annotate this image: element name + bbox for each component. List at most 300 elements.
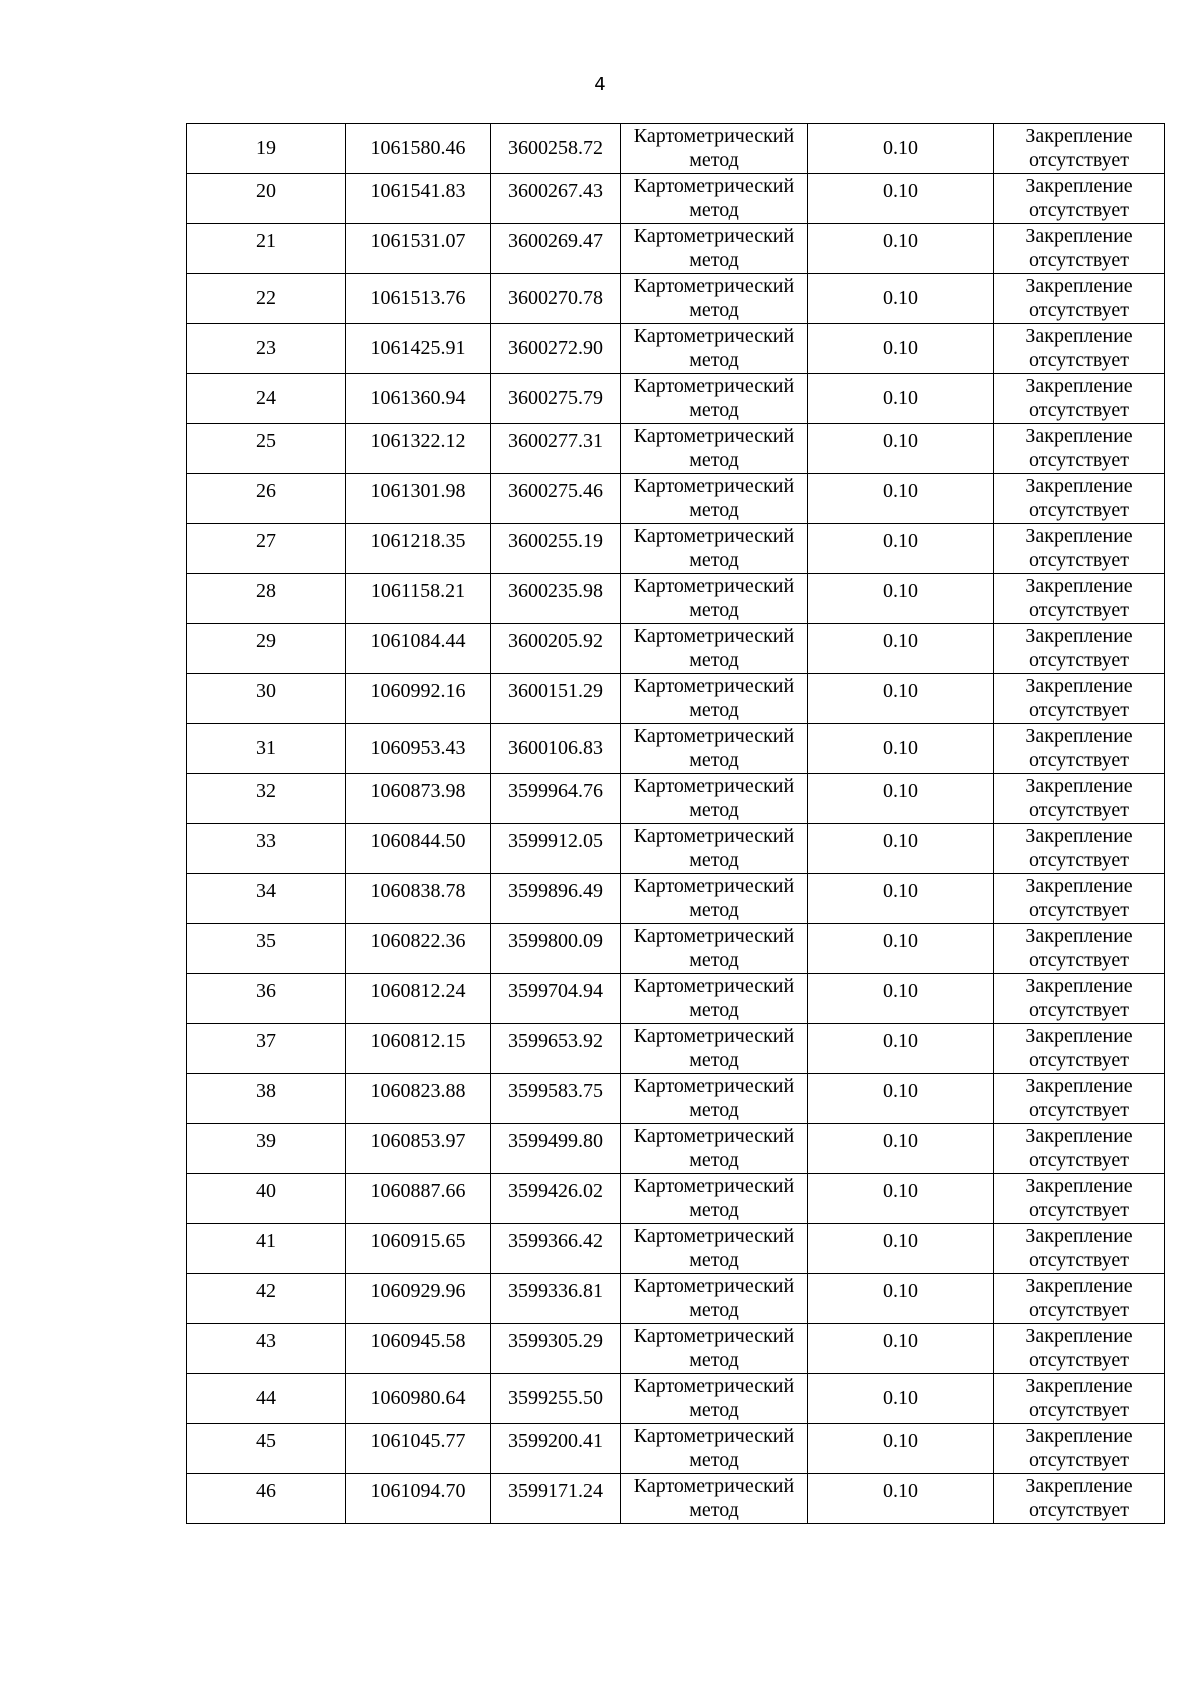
fixation-cell-line2: отсутствует xyxy=(1028,1499,1130,1521)
x-coordinate-cell: 1061360.94 xyxy=(346,374,491,424)
fixation-cell-line2: отсутствует xyxy=(1028,199,1130,221)
method-cell-line1: Картометрический xyxy=(633,275,795,297)
point-number-cell: 45 xyxy=(187,1424,346,1474)
method-cell-line2: метод xyxy=(689,849,739,871)
method-cell-line2: метод xyxy=(689,1349,739,1371)
fixation-cell-line2: отсутствует xyxy=(1028,949,1130,971)
fixation-cell-line2: отсутствует xyxy=(1028,699,1130,721)
accuracy-cell: 0.10 xyxy=(808,1474,994,1524)
x-coordinate-cell: 1060873.98 xyxy=(346,774,491,824)
x-coordinate-cell: 1060915.65 xyxy=(346,1224,491,1274)
point-number-cell: 36 xyxy=(187,974,346,1024)
method-cell xyxy=(621,224,808,274)
accuracy-cell: 0.10 xyxy=(808,924,994,974)
point-number-cell: 38 xyxy=(187,1074,346,1124)
method-cell xyxy=(621,624,808,674)
method-cell-line2: метод xyxy=(689,799,739,821)
accuracy-cell: 0.10 xyxy=(808,324,994,374)
fixation-cell-line2: отсутствует xyxy=(1028,1249,1130,1271)
point-number-cell: 39 xyxy=(187,1124,346,1174)
x-coordinate-cell: 1060929.96 xyxy=(346,1274,491,1324)
method-cell-line2: метод xyxy=(689,449,739,471)
y-coordinate-cell: 3600106.83 xyxy=(491,724,621,774)
fixation-cell xyxy=(994,524,1165,574)
method-cell xyxy=(621,124,808,174)
table-row xyxy=(187,1074,1165,1124)
y-coordinate-cell: 3599171.24 xyxy=(491,1474,621,1524)
point-number-cell: 22 xyxy=(187,274,346,324)
point-number-cell: 43 xyxy=(187,1324,346,1374)
point-number-cell: 32 xyxy=(187,774,346,824)
x-coordinate-cell: 1060823.88 xyxy=(346,1074,491,1124)
fixation-cell xyxy=(994,1274,1165,1324)
fixation-cell xyxy=(994,1224,1165,1274)
x-coordinate-cell: 1061541.83 xyxy=(346,174,491,224)
method-cell-line2: метод xyxy=(689,399,739,421)
method-cell-line1: Картометрический xyxy=(633,325,795,347)
x-coordinate-cell: 1061094.70 xyxy=(346,1474,491,1524)
fixation-cell-line2: отсутствует xyxy=(1028,799,1130,821)
point-number-cell: 23 xyxy=(187,324,346,374)
point-number-cell: 46 xyxy=(187,1474,346,1524)
x-coordinate-cell: 1060812.15 xyxy=(346,1024,491,1074)
table-row xyxy=(187,674,1165,724)
fixation-cell-line1: Закрепление xyxy=(1025,125,1133,147)
table-row xyxy=(187,1024,1165,1074)
y-coordinate-cell: 3599653.92 xyxy=(491,1024,621,1074)
point-number-cell: 27 xyxy=(187,524,346,574)
y-coordinate-cell: 3600151.29 xyxy=(491,674,621,724)
method-cell-line1: Картометрический xyxy=(633,225,795,247)
method-cell xyxy=(621,374,808,424)
method-cell-line2: метод xyxy=(689,549,739,571)
x-coordinate-cell: 1061218.35 xyxy=(346,524,491,574)
method-cell-line1: Картометрический xyxy=(633,1475,795,1497)
y-coordinate-cell: 3599255.50 xyxy=(491,1374,621,1424)
x-coordinate-cell: 1060838.78 xyxy=(346,874,491,924)
x-coordinate-cell: 1060853.97 xyxy=(346,1124,491,1174)
fixation-cell xyxy=(994,1424,1165,1474)
table-row xyxy=(187,924,1165,974)
table-row xyxy=(187,124,1165,174)
page-number: 4 xyxy=(594,74,606,95)
y-coordinate-cell: 3600258.72 xyxy=(491,124,621,174)
fixation-cell-line1: Закрепление xyxy=(1025,1025,1133,1047)
y-coordinate-cell: 3600267.43 xyxy=(491,174,621,224)
fixation-cell-line2: отсутствует xyxy=(1028,1199,1130,1221)
method-cell xyxy=(621,474,808,524)
method-cell xyxy=(621,1174,808,1224)
method-cell-line2: метод xyxy=(689,999,739,1021)
y-coordinate-cell: 3599896.49 xyxy=(491,874,621,924)
y-coordinate-cell: 3599305.29 xyxy=(491,1324,621,1374)
fixation-cell-line1: Закрепление xyxy=(1025,375,1133,397)
x-coordinate-cell: 1060992.16 xyxy=(346,674,491,724)
method-cell-line1: Картометрический xyxy=(633,475,795,497)
y-coordinate-cell: 3599800.09 xyxy=(491,924,621,974)
method-cell-line1: Картометрический xyxy=(633,775,795,797)
fixation-cell xyxy=(994,724,1165,774)
fixation-cell xyxy=(994,324,1165,374)
accuracy-cell: 0.10 xyxy=(808,974,994,1024)
table-row xyxy=(187,1224,1165,1274)
point-number-cell: 25 xyxy=(187,424,346,474)
method-cell xyxy=(621,424,808,474)
fixation-cell xyxy=(994,1374,1165,1424)
table-row xyxy=(187,474,1165,524)
method-cell-line2: метод xyxy=(689,499,739,521)
method-cell-line2: метод xyxy=(689,199,739,221)
x-coordinate-cell: 1060822.36 xyxy=(346,924,491,974)
fixation-cell-line2: отсутствует xyxy=(1028,399,1130,421)
method-cell xyxy=(621,1424,808,1474)
accuracy-cell: 0.10 xyxy=(808,1074,994,1124)
fixation-cell-line1: Закрепление xyxy=(1025,1425,1133,1447)
y-coordinate-cell: 3599426.02 xyxy=(491,1174,621,1224)
x-coordinate-cell: 1061158.21 xyxy=(346,574,491,624)
method-cell xyxy=(621,1224,808,1274)
x-coordinate-cell: 1061045.77 xyxy=(346,1424,491,1474)
point-number-cell: 26 xyxy=(187,474,346,524)
fixation-cell-line1: Закрепление xyxy=(1025,1325,1133,1347)
fixation-cell-line1: Закрепление xyxy=(1025,575,1133,597)
fixation-cell xyxy=(994,874,1165,924)
method-cell-line1: Картометрический xyxy=(633,1175,795,1197)
method-cell-line1: Картометрический xyxy=(633,575,795,597)
coordinates-table xyxy=(186,123,1165,1524)
method-cell-line2: метод xyxy=(689,749,739,771)
method-cell-line1: Картометрический xyxy=(633,1025,795,1047)
method-cell-line1: Картометрический xyxy=(633,675,795,697)
fixation-cell-line1: Закрепление xyxy=(1025,975,1133,997)
method-cell-line2: метод xyxy=(689,249,739,271)
fixation-cell-line1: Закрепление xyxy=(1025,225,1133,247)
fixation-cell-line2: отсутствует xyxy=(1028,349,1130,371)
fixation-cell xyxy=(994,424,1165,474)
method-cell xyxy=(621,724,808,774)
method-cell-line2: метод xyxy=(689,699,739,721)
method-cell-line2: метод xyxy=(689,1399,739,1421)
accuracy-cell: 0.10 xyxy=(808,1274,994,1324)
method-cell xyxy=(621,974,808,1024)
accuracy-cell: 0.10 xyxy=(808,824,994,874)
method-cell xyxy=(621,1324,808,1374)
method-cell xyxy=(621,1274,808,1324)
fixation-cell xyxy=(994,774,1165,824)
fixation-cell-line2: отсутствует xyxy=(1028,299,1130,321)
method-cell xyxy=(621,1074,808,1124)
point-number-cell: 31 xyxy=(187,724,346,774)
point-number-cell: 37 xyxy=(187,1024,346,1074)
y-coordinate-cell: 3599366.42 xyxy=(491,1224,621,1274)
fixation-cell xyxy=(994,124,1165,174)
accuracy-cell: 0.10 xyxy=(808,1324,994,1374)
point-number-cell: 28 xyxy=(187,574,346,624)
method-cell-line1: Картометрический xyxy=(633,1125,795,1147)
y-coordinate-cell: 3600275.46 xyxy=(491,474,621,524)
x-coordinate-cell: 1060812.24 xyxy=(346,974,491,1024)
y-coordinate-cell: 3599583.75 xyxy=(491,1074,621,1124)
point-number-cell: 24 xyxy=(187,374,346,424)
accuracy-cell: 0.10 xyxy=(808,624,994,674)
method-cell xyxy=(621,174,808,224)
fixation-cell xyxy=(994,574,1165,624)
fixation-cell-line1: Закрепление xyxy=(1025,1275,1133,1297)
table-row xyxy=(187,1374,1165,1424)
fixation-cell-line1: Закрепление xyxy=(1025,625,1133,647)
table-row xyxy=(187,974,1165,1024)
fixation-cell-line2: отсутствует xyxy=(1028,1399,1130,1421)
method-cell-line1: Картометрический xyxy=(633,375,795,397)
x-coordinate-cell: 1060844.50 xyxy=(346,824,491,874)
fixation-cell-line2: отсутствует xyxy=(1028,1299,1130,1321)
method-cell-line2: метод xyxy=(689,1449,739,1471)
method-cell-line2: метод xyxy=(689,1299,739,1321)
fixation-cell-line2: отсутствует xyxy=(1028,449,1130,471)
point-number-cell: 20 xyxy=(187,174,346,224)
fixation-cell-line1: Закрепление xyxy=(1025,275,1133,297)
method-cell xyxy=(621,324,808,374)
method-cell-line1: Картометрический xyxy=(633,925,795,947)
table-row xyxy=(187,774,1165,824)
method-cell-line1: Картометрический xyxy=(633,875,795,897)
accuracy-cell: 0.10 xyxy=(808,374,994,424)
fixation-cell-line2: отсутствует xyxy=(1028,749,1130,771)
accuracy-cell: 0.10 xyxy=(808,874,994,924)
point-number-cell: 42 xyxy=(187,1274,346,1324)
fixation-cell xyxy=(994,824,1165,874)
method-cell-line1: Картометрический xyxy=(633,625,795,647)
y-coordinate-cell: 3599200.41 xyxy=(491,1424,621,1474)
fixation-cell-line2: отсутствует xyxy=(1028,1049,1130,1071)
method-cell-line2: метод xyxy=(689,1149,739,1171)
fixation-cell-line2: отсутствует xyxy=(1028,999,1130,1021)
point-number-cell: 34 xyxy=(187,874,346,924)
fixation-cell-line2: отсутствует xyxy=(1028,549,1130,571)
x-coordinate-cell: 1060953.43 xyxy=(346,724,491,774)
method-cell xyxy=(621,674,808,724)
point-number-cell: 30 xyxy=(187,674,346,724)
table-row xyxy=(187,524,1165,574)
table-row xyxy=(187,324,1165,374)
method-cell-line2: метод xyxy=(689,1499,739,1521)
table-row xyxy=(187,624,1165,674)
method-cell-line1: Картометрический xyxy=(633,1225,795,1247)
fixation-cell xyxy=(994,224,1165,274)
y-coordinate-cell: 3600235.98 xyxy=(491,574,621,624)
point-number-cell: 44 xyxy=(187,1374,346,1424)
table-row xyxy=(187,424,1165,474)
point-number-cell: 41 xyxy=(187,1224,346,1274)
fixation-cell xyxy=(994,274,1165,324)
table-row xyxy=(187,724,1165,774)
fixation-cell xyxy=(994,374,1165,424)
x-coordinate-cell: 1060945.58 xyxy=(346,1324,491,1374)
fixation-cell-line1: Закрепление xyxy=(1025,1375,1133,1397)
fixation-cell-line2: отсутствует xyxy=(1028,149,1130,171)
method-cell-line1: Картометрический xyxy=(633,1275,795,1297)
fixation-cell-line2: отсутствует xyxy=(1028,249,1130,271)
method-cell xyxy=(621,1374,808,1424)
table-row xyxy=(187,1324,1165,1374)
fixation-cell-line1: Закрепление xyxy=(1025,825,1133,847)
method-cell xyxy=(621,274,808,324)
accuracy-cell: 0.10 xyxy=(808,174,994,224)
accuracy-cell: 0.10 xyxy=(808,1124,994,1174)
accuracy-cell: 0.10 xyxy=(808,1024,994,1074)
fixation-cell xyxy=(994,1174,1165,1224)
fixation-cell xyxy=(994,674,1165,724)
method-cell-line1: Картометрический xyxy=(633,175,795,197)
fixation-cell xyxy=(994,1324,1165,1374)
method-cell-line1: Картометрический xyxy=(633,1075,795,1097)
method-cell-line2: метод xyxy=(689,299,739,321)
table-row xyxy=(187,1124,1165,1174)
table-row xyxy=(187,174,1165,224)
x-coordinate-cell: 1061322.12 xyxy=(346,424,491,474)
accuracy-cell: 0.10 xyxy=(808,474,994,524)
y-coordinate-cell: 3600255.19 xyxy=(491,524,621,574)
fixation-cell-line1: Закрепление xyxy=(1025,1225,1133,1247)
x-coordinate-cell: 1060887.66 xyxy=(346,1174,491,1224)
y-coordinate-cell: 3600272.90 xyxy=(491,324,621,374)
x-coordinate-cell: 1060980.64 xyxy=(346,1374,491,1424)
table-row xyxy=(187,1474,1165,1524)
method-cell xyxy=(621,824,808,874)
method-cell xyxy=(621,1024,808,1074)
fixation-cell xyxy=(994,174,1165,224)
table-row xyxy=(187,574,1165,624)
fixation-cell xyxy=(994,924,1165,974)
y-coordinate-cell: 3599336.81 xyxy=(491,1274,621,1324)
table-row xyxy=(187,374,1165,424)
fixation-cell xyxy=(994,1124,1165,1174)
accuracy-cell: 0.10 xyxy=(808,774,994,824)
fixation-cell-line1: Закрепление xyxy=(1025,425,1133,447)
method-cell-line2: метод xyxy=(689,1099,739,1121)
point-number-cell: 33 xyxy=(187,824,346,874)
method-cell xyxy=(621,774,808,824)
method-cell-line1: Картометрический xyxy=(633,1375,795,1397)
fixation-cell xyxy=(994,624,1165,674)
point-number-cell: 40 xyxy=(187,1174,346,1224)
y-coordinate-cell: 3600269.47 xyxy=(491,224,621,274)
table-row xyxy=(187,1424,1165,1474)
table-row xyxy=(187,1274,1165,1324)
y-coordinate-cell: 3600277.31 xyxy=(491,424,621,474)
fixation-cell-line1: Закрепление xyxy=(1025,875,1133,897)
method-cell xyxy=(621,874,808,924)
fixation-cell-line2: отсутствует xyxy=(1028,1099,1130,1121)
table-row xyxy=(187,224,1165,274)
fixation-cell-line1: Закрепление xyxy=(1025,325,1133,347)
x-coordinate-cell: 1061425.91 xyxy=(346,324,491,374)
fixation-cell-line1: Закрепление xyxy=(1025,1075,1133,1097)
coordinates-table-body xyxy=(187,124,1165,1524)
fixation-cell-line2: отсутствует xyxy=(1028,649,1130,671)
y-coordinate-cell: 3600275.79 xyxy=(491,374,621,424)
method-cell-line2: метод xyxy=(689,899,739,921)
accuracy-cell: 0.10 xyxy=(808,124,994,174)
x-coordinate-cell: 1061084.44 xyxy=(346,624,491,674)
accuracy-cell: 0.10 xyxy=(808,424,994,474)
y-coordinate-cell: 3599499.80 xyxy=(491,1124,621,1174)
fixation-cell-line1: Закрепление xyxy=(1025,175,1133,197)
fixation-cell-line1: Закрепление xyxy=(1025,1475,1133,1497)
method-cell xyxy=(621,1474,808,1524)
x-coordinate-cell: 1061580.46 xyxy=(346,124,491,174)
x-coordinate-cell: 1061531.07 xyxy=(346,224,491,274)
fixation-cell-line2: отсутствует xyxy=(1028,899,1130,921)
accuracy-cell: 0.10 xyxy=(808,274,994,324)
method-cell xyxy=(621,1124,808,1174)
fixation-cell-line1: Закрепление xyxy=(1025,725,1133,747)
method-cell-line1: Картометрический xyxy=(633,125,795,147)
fixation-cell-line2: отсутствует xyxy=(1028,1149,1130,1171)
y-coordinate-cell: 3599964.76 xyxy=(491,774,621,824)
method-cell-line2: метод xyxy=(689,1249,739,1271)
method-cell-line2: метод xyxy=(689,949,739,971)
fixation-cell xyxy=(994,1474,1165,1524)
y-coordinate-cell: 3600205.92 xyxy=(491,624,621,674)
accuracy-cell: 0.10 xyxy=(808,674,994,724)
fixation-cell-line1: Закрепление xyxy=(1025,675,1133,697)
method-cell-line2: метод xyxy=(689,349,739,371)
accuracy-cell: 0.10 xyxy=(808,524,994,574)
fixation-cell-line1: Закрепление xyxy=(1025,525,1133,547)
accuracy-cell: 0.10 xyxy=(808,1174,994,1224)
method-cell-line1: Картометрический xyxy=(633,725,795,747)
accuracy-cell: 0.10 xyxy=(808,1224,994,1274)
method-cell-line1: Картометрический xyxy=(633,1325,795,1347)
x-coordinate-cell: 1061513.76 xyxy=(346,274,491,324)
x-coordinate-cell: 1061301.98 xyxy=(346,474,491,524)
method-cell xyxy=(621,924,808,974)
accuracy-cell: 0.10 xyxy=(808,1424,994,1474)
fixation-cell-line2: отсутствует xyxy=(1028,499,1130,521)
method-cell xyxy=(621,574,808,624)
accuracy-cell: 0.10 xyxy=(808,574,994,624)
y-coordinate-cell: 3599704.94 xyxy=(491,974,621,1024)
table-row xyxy=(187,824,1165,874)
fixation-cell-line1: Закрепление xyxy=(1025,775,1133,797)
table-row xyxy=(187,874,1165,924)
fixation-cell-line2: отсутствует xyxy=(1028,849,1130,871)
point-number-cell: 29 xyxy=(187,624,346,674)
method-cell-line1: Картометрический xyxy=(633,525,795,547)
method-cell-line2: метод xyxy=(689,149,739,171)
point-number-cell: 19 xyxy=(187,124,346,174)
fixation-cell xyxy=(994,1024,1165,1074)
method-cell-line1: Картометрический xyxy=(633,975,795,997)
accuracy-cell: 0.10 xyxy=(808,224,994,274)
fixation-cell-line1: Закрепление xyxy=(1025,925,1133,947)
table-row xyxy=(187,1174,1165,1224)
fixation-cell-line2: отсутствует xyxy=(1028,1449,1130,1471)
method-cell-line2: метод xyxy=(689,649,739,671)
fixation-cell-line1: Закрепление xyxy=(1025,1125,1133,1147)
method-cell-line2: метод xyxy=(689,1199,739,1221)
method-cell-line1: Картометрический xyxy=(633,1425,795,1447)
fixation-cell-line2: отсутствует xyxy=(1028,599,1130,621)
method-cell-line2: метод xyxy=(689,599,739,621)
accuracy-cell: 0.10 xyxy=(808,724,994,774)
point-number-cell: 35 xyxy=(187,924,346,974)
fixation-cell-line1: Закрепление xyxy=(1025,1175,1133,1197)
method-cell-line1: Картометрический xyxy=(633,825,795,847)
method-cell-line2: метод xyxy=(689,1049,739,1071)
fixation-cell-line2: отсутствует xyxy=(1028,1349,1130,1371)
